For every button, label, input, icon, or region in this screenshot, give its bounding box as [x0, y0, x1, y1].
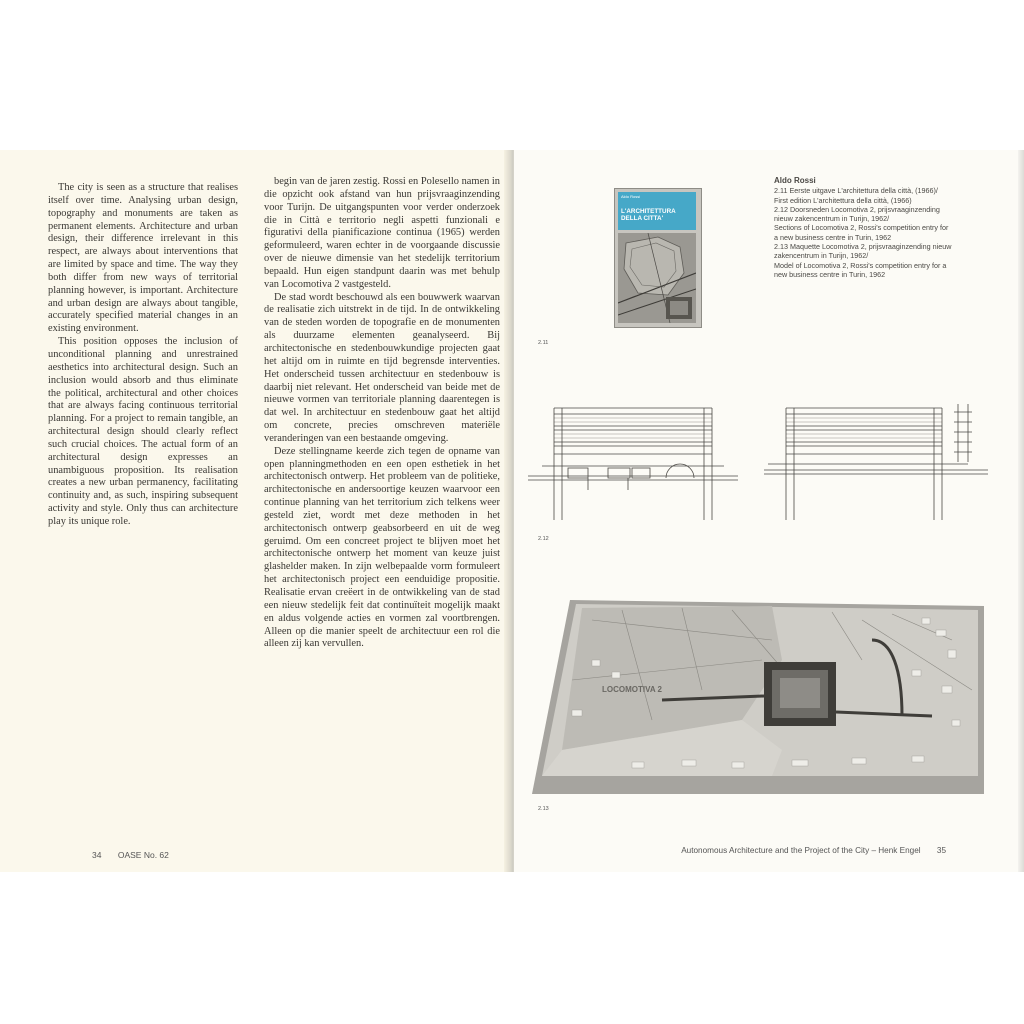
caption-line: Sections of Locomotiva 2, Rossi's competition entry for — [774, 223, 949, 233]
paragraph: The city is seen as a structure that realises itself over time. Analysing urban design, topography and monuments are taken as permanent elements. Architecture and urban design, their difference irrelevant in this respect, are always about interventions that are limited by space and time. The way they both differ from new ways of territorial planning however, is important. Architecture and urban design are always about tangible, accurately specified material changes in an existing environment. — [48, 182, 238, 335]
figure-label-2-11: 2.11 — [538, 340, 549, 346]
caption-line: new business centre in Turin, 1962 — [774, 269, 886, 279]
right-page — [514, 150, 1024, 872]
model-label: LOCOMOTIVA 2 — [602, 685, 662, 694]
caption-author: Aldo Rossi — [774, 176, 816, 185]
paragraph: Deze stellingname keerde zich tegen de opname van open planningmethoden en een open esthetiek in het architectonisch ontwerp. Het probleem van de politieke, architectonische en andersoortige keuzen waarvoor een continue planning van het territorium zich telkens weer gesteld ziet, wordt met deze methoden in het architectonisch ontwerp geabsorbeerd en uit de weg geruimd. Om een concreet project te blijven moet het architectonische ontwerp het moment van keuze juist glashelder maken. In zijn welbepaalde vorm formuleert het architectonisch project een eenduidige propositie. Realisatie ervan creëert in de ontwikkeling van de stad een nieuw stedelijk feit dat continuïteit mogelijk maakt en aldus volgende acties en vormen zal voortbrengen. Alleen op die manier speelt de architectuur een rol die alleen zij kan vervullen. — [264, 445, 500, 650]
caption-line: First edition L'architettura della città, (1966) — [774, 195, 912, 205]
caption-line: a new business centre in Turin, 1962 — [774, 232, 892, 242]
caption-line: nieuw zakencentrum in Turijn, 1962/ — [774, 214, 890, 224]
book-cover-banner — [618, 192, 696, 230]
english-text-column — [48, 182, 238, 529]
caption-line: Model of Locomotiva 2, Rossi's competition entry for a — [774, 260, 947, 270]
paragraph: begin van de jaren zestig. Rossi en Polesello namen in die opzicht ook afstand van hun prijsvraaginzending voor Turijn. De uitgangspunten voor verder onderzoek die in Città e territorio negli aspetti funzionali e figurativi della pianificazione continua (1965) werden geformuleerd, waren echter in de voorgaande discussie over de nieuwe dimensie van het stedelijk territorium bepaald. Hun eigen standpunt daarin was met behulp van Locomotiva 2 vastgesteld. — [264, 176, 500, 290]
journal-title: OASE No. 62 — [117, 850, 169, 860]
paragraph: De stad wordt beschouwd als een bouwwerk waarvan de realisatie zich uitstrekt in de tijd. In de ontwikkeling van de steden worden de topografie en de monumenten als duurzame elementen geanalyseerd. Bij architectonische en stedenbouwkundige projecten gaat het altijd om in ruimte en tijd begrensde interventies. Het onderscheid tussen architectuur en stedenbouw is daarbij niet relevant. Het onderscheid van beide met de nieuwe vormen van territoriale planning daarentegen is dat wel. In architectuur en stedenbouw gaat het altijd om concrete, precies omschreven materiële veranderingen van een bestaande omgeving. — [264, 291, 500, 444]
running-title: Autonomous Architecture and the Project of the City – Henk Engel — [681, 846, 921, 855]
caption-line: 2.12 Doorsneden Locomotiva 2, prijsvraaginzending — [774, 204, 940, 214]
page-edge — [1018, 150, 1024, 872]
figure-label-2-13: 2.13 — [538, 806, 549, 812]
left-page — [0, 150, 510, 872]
figure-captions — [774, 176, 988, 279]
paragraph: This position opposes the inclusion of unconditional planning and unrestrained aesthetics into architectural design. Such an inclusion would absorb and thus eliminate the political, architectural and other choices that are always facing continuous territorial planning. For a project to remain tangible, an architectural design should clearly reflect such crucial choices. The actual form of an architectural design expresses an unambiguous proposition. Its realisation creates a new urban permanency, facilitating continuity and, as such, inspiring subsequent activity and style. Only thus can architecture play its unique role. — [48, 336, 238, 527]
dutch-text-column — [264, 176, 500, 651]
page-number: 34 — [92, 850, 102, 860]
book-cover-author: Aldo Rossi — [621, 194, 641, 199]
model-photograph — [532, 600, 984, 794]
page-number: 35 — [936, 846, 946, 855]
book-cover-title: L'ARCHITETTURA DELLA CITTA' — [621, 208, 676, 222]
caption-line: zakencentrum in Turijn, 1962/ — [774, 251, 869, 261]
left-folio — [92, 850, 183, 860]
section-drawings — [528, 402, 1004, 526]
figure-label-2-12: 2.12 — [538, 536, 549, 542]
book-cover-map-illustration — [618, 233, 696, 323]
caption-line: 2.11 Eerste uitgave L'architettura della città, (1966)/ — [774, 186, 938, 196]
book-spread — [0, 150, 1024, 872]
caption-line: 2.13 Maquette Locomotiva 2, prijsvraaginzending nieuw — [774, 242, 952, 252]
book-cover-image — [614, 188, 702, 328]
right-folio — [681, 846, 946, 855]
